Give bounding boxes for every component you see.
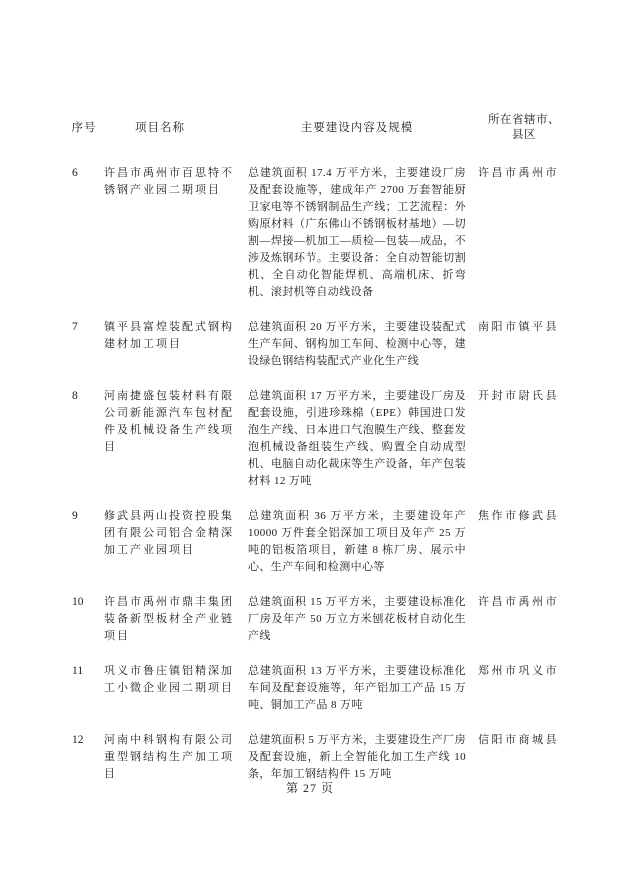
row-number: 10 — [72, 596, 84, 608]
construction-content: 总建筑面积 15 万平方米，主要建设标准化厂房及年产 50 万立方米刨花板材自动化生产线 — [248, 596, 466, 642]
header-location-line1: 所在省辖市、 — [488, 114, 560, 126]
table-row — [64, 508, 570, 576]
row-number: 6 — [72, 167, 78, 179]
row-number: 9 — [72, 510, 78, 522]
project-name: 修武县两山投资控股集团有限公司铝合金精深加工产业园项目 — [104, 510, 234, 556]
header-location — [478, 113, 570, 143]
location: 焦作市修武县 — [478, 510, 559, 522]
location: 信阳市商城县 — [478, 734, 559, 746]
construction-content: 总建筑面积 20 万平方米，主要建设装配式生产车间、钢构加工车间、检测中心等，建设绿色钢结构装配式产业化生产线 — [248, 321, 466, 367]
table-row — [64, 388, 570, 490]
construction-content: 总建筑面积 17.4 万平方米，主要建设厂房及配套设施等，建成年产 2700 万套智能厨卫家电等不锈钢制品生产线；工艺流程：外购原材料（广东佛山不锈钢板材基地）—切割—焊接—机加工—质检—包装—成品，不涉及炼钢环节。主要设备：全自动智能切割机、全自动化智能焊机、高端机床、折弯机、滚封机等自动线设备 — [248, 167, 466, 298]
table-header-row — [64, 112, 570, 144]
header-project-name: 项目名称 — [135, 121, 185, 134]
construction-content: 总建筑面积 13 万平方米，主要建设标准化车间及配套设施等，年产铝加工产品 15 万吨、铜加工产品 8 万吨 — [248, 665, 466, 711]
location: 南阳市镇平县 — [478, 321, 559, 333]
construction-content: 总建筑面积 17 万平方米，主要建设厂房及配套设施，引进珍珠棉（EPE）韩国进口发泡生产线、日本进口气泡膜生产线、整套发泡机械设备组装生产线、购置全自动成型机、电脑自动化裁床等生产设备，年产包装材料 12 万吨 — [248, 390, 466, 487]
projects-table — [64, 112, 570, 801]
row-number: 12 — [72, 734, 84, 746]
project-name: 巩义市鲁庄镇铝精深加工小微企业园二期项目 — [104, 665, 234, 694]
table-row — [64, 663, 570, 714]
page-footer: 第 27 页 — [285, 781, 334, 795]
location: 开封市尉氏县 — [478, 390, 559, 402]
location: 许昌市禹州市 — [478, 596, 559, 608]
location: 郑州市巩义市 — [478, 665, 559, 677]
row-number: 7 — [72, 321, 78, 333]
project-name: 许昌市禹州市鼎丰集团装备新型板材全产业链项目 — [104, 596, 234, 642]
table-row — [64, 594, 570, 645]
table-row — [64, 319, 570, 370]
header-construction-content: 主要建设内容及规模 — [300, 121, 414, 134]
row-number: 11 — [72, 665, 84, 677]
project-name: 镇平县富煌装配式钢构建材加工项目 — [104, 321, 234, 350]
table-row — [64, 732, 570, 783]
construction-content: 总建筑面积 5 万平方米，主要建设生产厂房及配套设施，新上全智能化加工生产线 10 条，年加工钢结构件 15 万吨 — [248, 734, 466, 780]
construction-content: 总建筑面积 36 万平方米，主要建设年产 10000 万件套全铝深加工项目及年产 25 万吨的铝板箔项目，新建 8 栋厂房、展示中心、生产车间和检测中心等 — [248, 510, 466, 573]
header-location-line2: 县区 — [512, 129, 536, 141]
project-name: 许昌市禹州市百思特不锈钢产业园二期项目 — [104, 167, 234, 196]
project-name: 河南中科钢构有限公司重型钢结构生产加工项目 — [104, 734, 234, 780]
row-number: 8 — [72, 390, 78, 402]
table-row — [64, 165, 570, 301]
project-name: 河南捷盛包装材料有限公司新能源汽车包材配件及机械设备生产线项目 — [104, 390, 234, 453]
header-no: 序号 — [71, 121, 97, 134]
location: 许昌市禹州市 — [478, 167, 559, 179]
